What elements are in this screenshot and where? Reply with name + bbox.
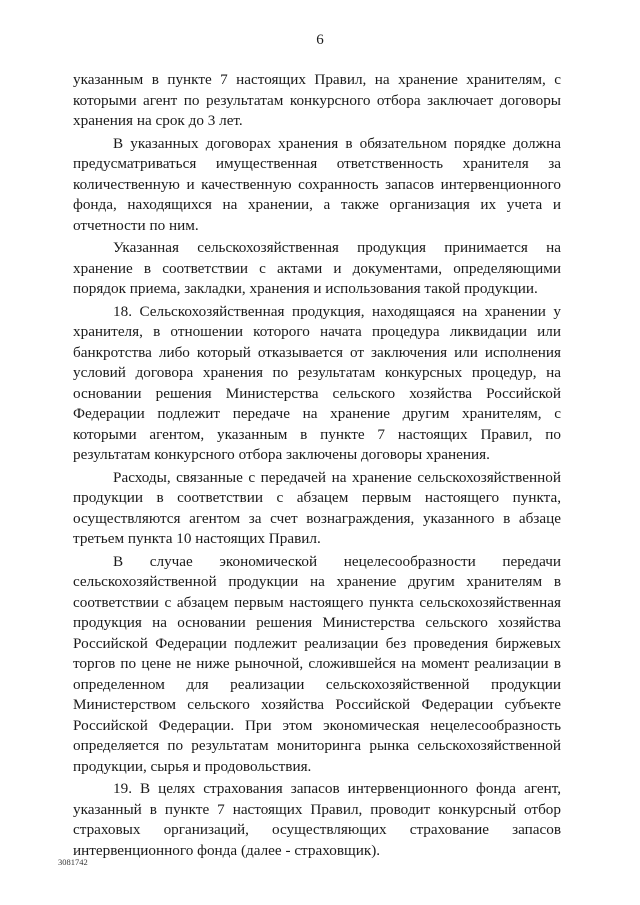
document-code: 3081742 <box>58 857 88 867</box>
paragraph-2: В указанных договорах хранения в обязательном порядке должна предусматриваться имущественная ответственность хранителя за количественную и качественную сохранность запасов интервенционного фонда, находящихся на хранении, а также организация их учета и отчетности по ним. <box>73 134 561 234</box>
document-body <box>73 70 561 863</box>
paragraph-1: указанным в пункте 7 настоящих Правил, на хранение хранителям, с которыми агент по результатам конкурсного отбора заключает договоры хранения на срок до 3 лет. <box>73 71 561 129</box>
paragraph-3: Указанная сельскохозяйственная продукция принимается на хранение в соответствии с актами и документами, определяющими порядок приема, закладки, хранения и использования такой продукции. <box>73 239 561 297</box>
paragraph-4: 18. Сельскохозяйственная продукция, находящаяся на хранении у хранителя, в отношении которого начата процедура ликвидации или банкротства либо который отказывается от заключения или исполнения условий договора хранения по результатам конкурсных процедур, на основании решения Министерства сельского хозяйства Российской Федерации подлежит передаче на хранение другим хранителям, с которыми агентом, указанным в пункте 7 настоящих Правил, по результатам конкурсного отбора заключены договоры хранения. <box>73 302 561 463</box>
paragraph-6: В случае экономической нецелесообразности передачи сельскохозяйственной продукции на хранение другим хранителям в соответствии с абзацем первым настоящего пункта сельскохозяйственная продукция на основании решения Министерства сельского хозяйства Российской Федерации подлежит реализации без проведения биржевых торгов по цене не ниже рыночной, сложившейся на момент реализации в определенном для реализации сельскохозяйственной продукции Министерством сельского хозяйства Российской Федерации субъекте Российской Федерации. При этом экономическая нецелесообразность определяется по результатам мониторинга рынка сельскохозяйственной продукции, сырья и продовольствия. <box>73 552 561 775</box>
page-number: 6 <box>316 32 324 48</box>
paragraph-5: Расходы, связанные с передачей на хранение сельскохозяйственной продукции в соответствии с абзацем первым настоящего пункта, осуществляются агентом за счет вознаграждения, указанного в абзаце третьем пункта 10 настоящих Правил. <box>73 468 561 547</box>
paragraph-7: 19. В целях страхования запасов интервенционного фонда агент, указанный в пункте 7 настоящих Правил, проводит конкурсный отбор страховых организаций, осуществляющих страхование запасов интервенционного фонда (далее - страховщик). <box>73 780 561 859</box>
